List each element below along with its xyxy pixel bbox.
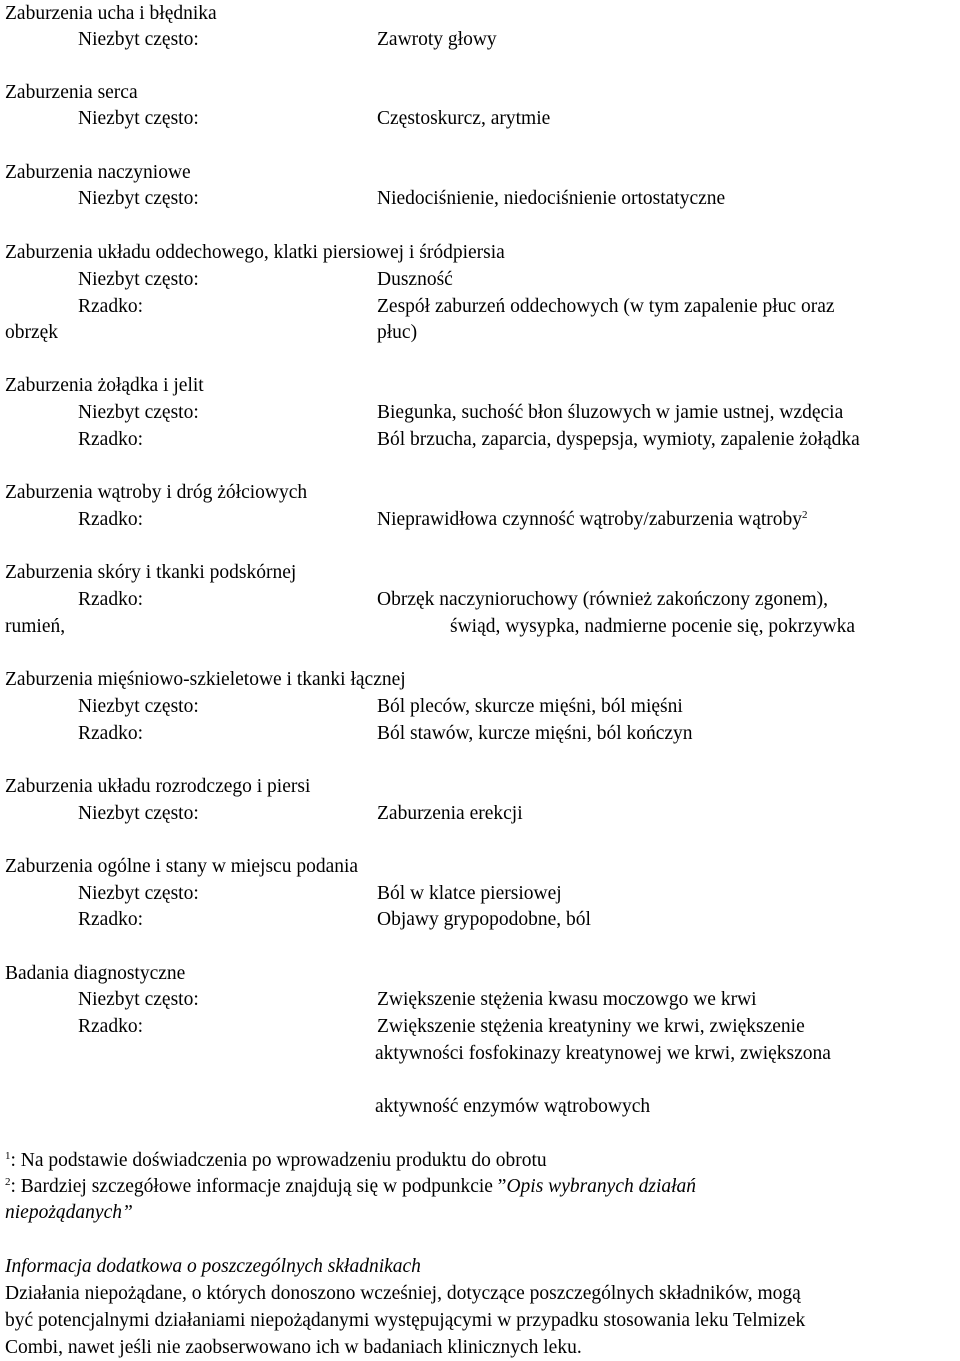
frequency-label-rare: Rzadko:: [78, 429, 143, 450]
reaction-text: Biegunka, suchość błon śluzowych w jamie ustnej, wzdęcia: [377, 402, 844, 423]
frequency-label-uncommon: Niezbyt często:: [78, 108, 199, 129]
reaction-text: świąd, wysypka, nadmierne pocenie się, pokrzywka: [450, 616, 856, 637]
frequency-label-rare: Rzadko:: [78, 723, 143, 744]
reaction-text: Ból stawów, kurcze mięśni, ból kończyn: [377, 723, 693, 744]
reaction-text: Zwiększenie stężenia kreatyniny we krwi, zwiększenie: [377, 1016, 805, 1037]
section-heading-general: Zaburzenia ogólne i stany w miejscu podania: [5, 856, 359, 877]
section-heading-ear: Zaburzenia ucha i błędnika: [5, 3, 217, 24]
frequency-label-rare: Rzadko:: [78, 589, 143, 610]
reaction-text: Obrzęk naczynioruchowy (również zakończony zgonem),: [377, 589, 829, 610]
reaction-text-wrap: rumień,: [5, 616, 66, 637]
reaction-text: Niedociśnienie, niedociśnienie ortostatyczne: [377, 188, 726, 209]
section-heading-vascular: Zaburzenia naczyniowe: [5, 162, 191, 183]
reaction-text: Częstoskurcz, arytmie: [377, 108, 551, 129]
additional-info-title: Informacja dodatkowa o poszczególnych składnikach: [5, 1256, 421, 1277]
section-heading-hepatobiliary: Zaburzenia wątroby i dróg żółciowych: [5, 482, 308, 503]
section-heading-gastro: Zaburzenia żołądka i jelit: [5, 375, 204, 396]
frequency-label-rare: Rzadko:: [78, 1016, 143, 1037]
section-heading-musculoskeletal: Zaburzenia mięśniowo-szkieletowe i tkanki łącznej: [5, 669, 406, 690]
frequency-label-rare: Rzadko:: [78, 909, 143, 930]
section-heading-respiratory: Zaburzenia układu oddechowego, klatki piersiowej i śródpiersia: [5, 242, 505, 263]
reaction-text: Nieprawidłowa czynność wątroby/zaburzenia wątroby$^2$: [377, 509, 808, 530]
reaction-text: Duszność: [377, 269, 453, 290]
frequency-label-uncommon: Niezbyt często:: [78, 29, 199, 50]
additional-info-text: Działania niepożądane, o których donoszono wcześniej, dotyczące poszczególnych składników, mogą: [5, 1283, 801, 1304]
footnote-1: $^1$: Na podstawie doświadczenia po wprowadzeniu produktu do obrotu: [5, 1150, 547, 1171]
section-heading-skin: Zaburzenia skóry i tkanki podskórnej: [5, 562, 297, 583]
reaction-text: Ból brzucha, zaparcia, dyspepsja, wymioty, zapalenie żołądka: [377, 429, 860, 450]
frequency-label-uncommon: Niezbyt często:: [78, 989, 199, 1010]
footnote-2: $^2$: Bardziej szczegółowe informacje znajdują się w podpunkcie ”Opis wybranych działań: [5, 1176, 697, 1197]
reaction-text: Zwiększenie stężenia kwasu moczowgo we krwi: [377, 989, 757, 1010]
frequency-label-uncommon: Niezbyt często:: [78, 883, 199, 904]
footnote-2-continued: niepożądanych”: [5, 1202, 133, 1223]
additional-info-text: być potencjalnymi działaniami niepożądanymi występującymi w przypadku stosowania leku Telmizek: [5, 1310, 806, 1331]
reaction-text: Ból w klatce piersiowej: [377, 883, 562, 904]
additional-info-text: Combi, nawet jeśli nie zaobserwowano ich w badaniach klinicznych leku.: [5, 1337, 582, 1358]
frequency-label-rare: Rzadko:: [78, 296, 143, 317]
frequency-label-rare: Rzadko:: [78, 509, 143, 530]
reaction-text: Ból pleców, skurcze mięśni, ból mięśni: [377, 696, 683, 717]
reaction-text: Zespół zaburzeń oddechowych (w tym zapalenie płuc oraz: [377, 296, 835, 317]
reaction-text: Objawy grypopodobne, ból: [377, 909, 591, 930]
reaction-text: aktywność enzymów wątrobowych: [375, 1096, 651, 1117]
section-heading-cardiac: Zaburzenia serca: [5, 82, 138, 103]
section-heading-reproductive: Zaburzenia układu rozrodczego i piersi: [5, 776, 311, 797]
frequency-label-uncommon: Niezbyt często:: [78, 269, 199, 290]
section-heading-investigations: Badania diagnostyczne: [5, 963, 186, 984]
reaction-text: Zawroty głowy: [377, 29, 497, 50]
frequency-label-uncommon: Niezbyt często:: [78, 803, 199, 824]
reaction-text: Zaburzenia erekcji: [377, 803, 523, 824]
frequency-label-uncommon: Niezbyt często:: [78, 188, 199, 209]
reaction-text-wrap: obrzęk: [5, 322, 59, 343]
reaction-text: aktywności fosfokinazy kreatynowej we krwi, zwiększona: [375, 1043, 831, 1064]
reaction-text: płuc): [377, 322, 418, 343]
frequency-label-uncommon: Niezbyt często:: [78, 696, 199, 717]
footnote-ref: 2: [802, 509, 808, 521]
frequency-label-uncommon: Niezbyt często:: [78, 402, 199, 423]
